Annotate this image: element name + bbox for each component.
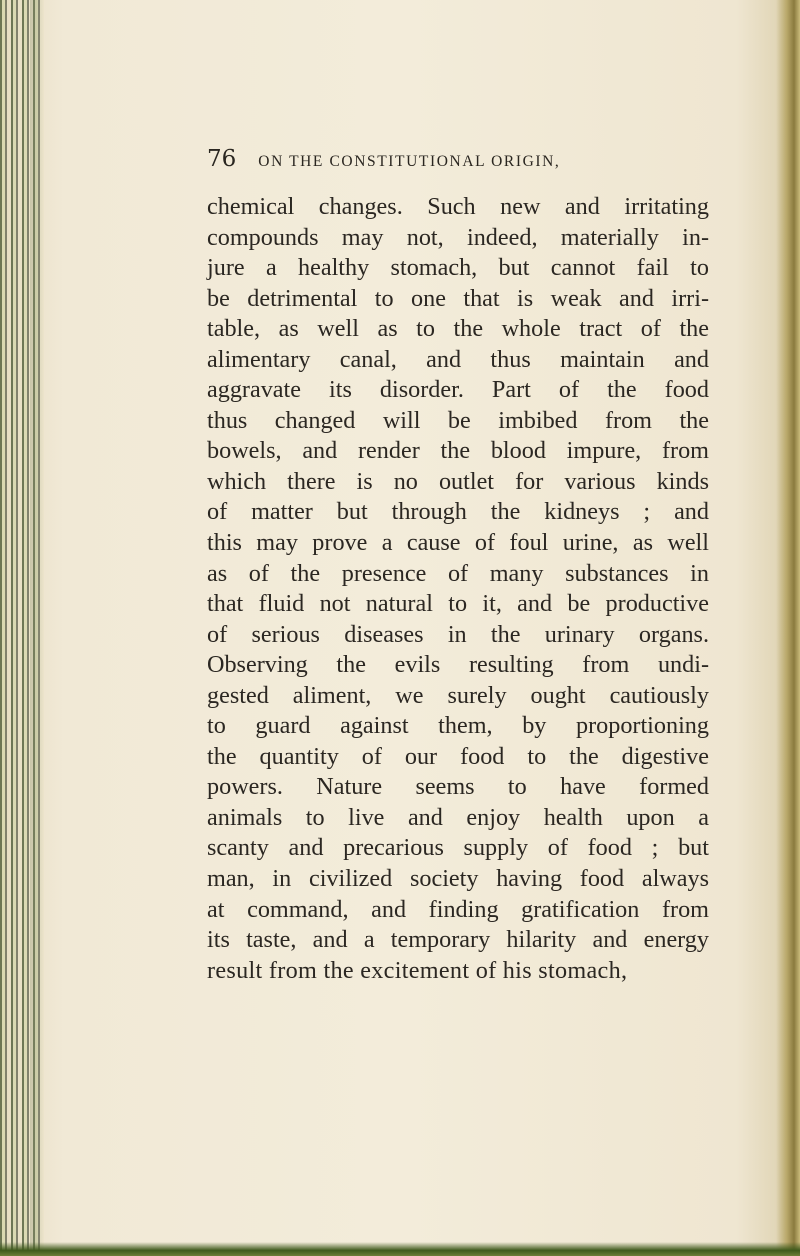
text-line: gested aliment, we surely ought cautiously: [207, 681, 709, 709]
running-head: [207, 146, 687, 172]
page-number: 76: [207, 146, 237, 172]
text-line: powers. Nature seems to have formed: [207, 773, 709, 801]
text-line: of serious diseases in the urinary organs.: [207, 620, 709, 648]
text-line: as of the presence of many substances in: [207, 559, 709, 587]
text-line: table, as well as to the whole tract of the: [207, 315, 709, 343]
running-title: ON THE CONSTITUTIONAL ORIGIN,: [258, 153, 561, 170]
text-line: this may prove a cause of foul urine, as well: [207, 529, 709, 557]
text-line: which there is no outlet for various kinds: [207, 467, 709, 495]
text-line: compounds may not, indeed, materially in-: [207, 223, 709, 251]
text-line: of matter but through the kidneys ; and: [207, 498, 709, 526]
text-line: result from the excitement of his stomach,: [207, 956, 628, 984]
text-line: bowels, and render the blood impure, from: [207, 437, 709, 465]
text-line: scanty and precarious supply of food ; but: [207, 834, 709, 862]
text-line: at command, and finding gratification from: [207, 895, 709, 923]
text-line: alimentary canal, and thus maintain and: [207, 345, 709, 373]
text-line: animals to live and enjoy health upon a: [207, 803, 709, 831]
text-line: thus changed will be imbibed from the: [207, 406, 709, 434]
text-line: man, in civilized society having food always: [207, 865, 709, 893]
text-line: to guard against them, by proportioning: [207, 712, 709, 740]
body-text: [207, 192, 709, 986]
text-line: its taste, and a temporary hilarity and energy: [207, 926, 709, 954]
text-line: jure a healthy stomach, but cannot fail to: [207, 254, 709, 282]
text-line: be detrimental to one that is weak and irri-: [207, 284, 709, 312]
page-fore-edge: [776, 0, 800, 1256]
page-bottom-edge: [0, 1242, 800, 1256]
text-line: that fluid not natural to it, and be productive: [207, 590, 709, 618]
text-line: aggravate its disorder. Part of the food: [207, 376, 709, 404]
text-line: the quantity of our food to the digestive: [207, 742, 709, 770]
book-binding-edge: [0, 0, 44, 1256]
text-line: chemical changes. Such new and irritating: [207, 193, 709, 220]
text-line: Observing the evils resulting from undi-: [207, 651, 709, 679]
